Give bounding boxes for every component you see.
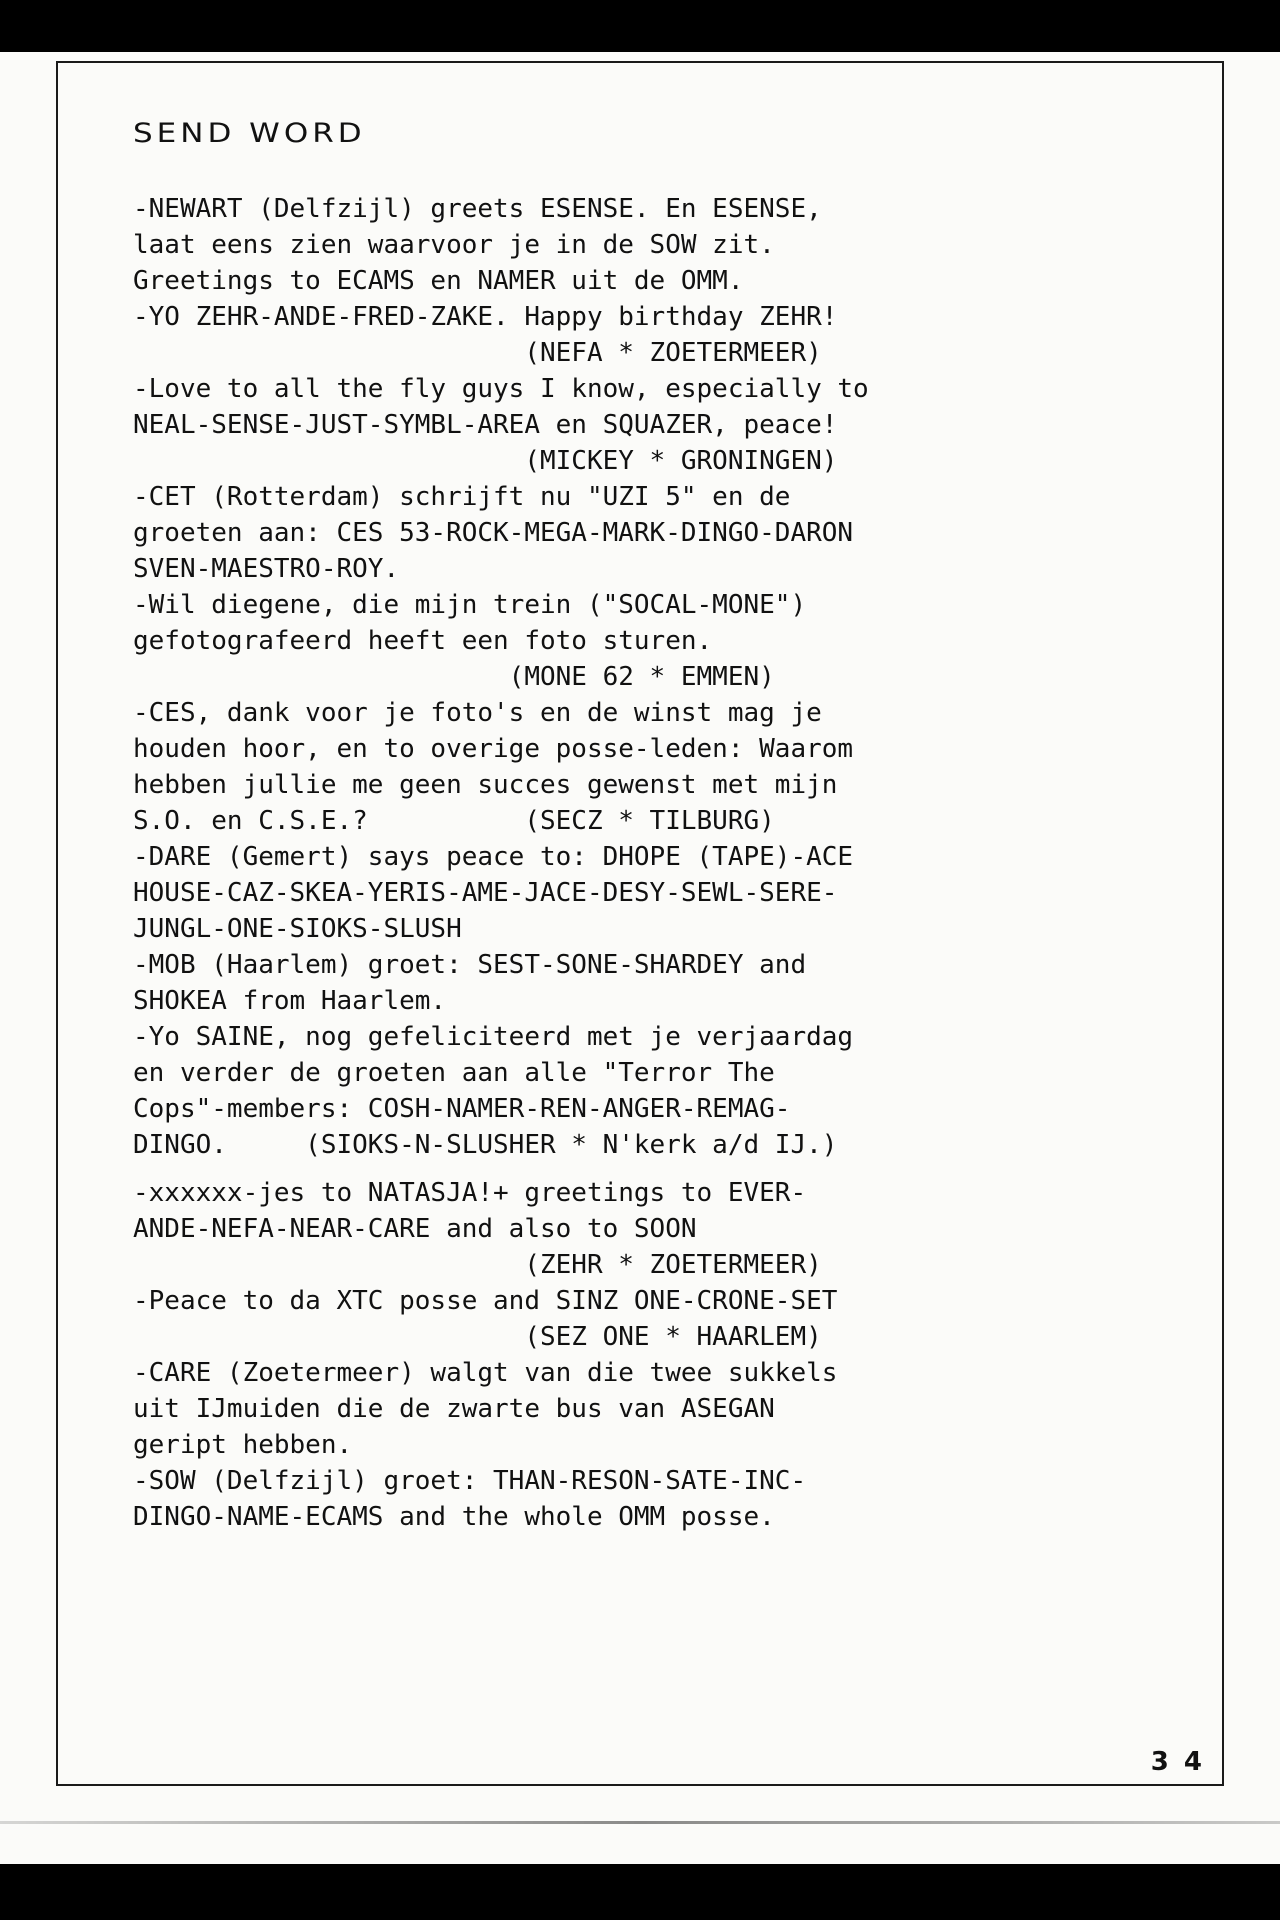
text-line: -Yo SAINE, nog gefeliciteerd met je verjaardag: [133, 1022, 854, 1052]
text-line: S.O. en C.S.E.? (SECZ * TILBURG): [133, 806, 775, 836]
text-line: hebben jullie me geen succes gewenst met mijn: [133, 770, 838, 800]
text-line: DINGO. (SIOKS-N-SLUSHER * N'kerk a/d IJ.): [133, 1130, 838, 1160]
text-line: (NEFA * ZOETERMEER): [133, 338, 822, 368]
text-line: -SOW (Delfzijl) groet: THAN-RESON-SATE-INC-: [133, 1466, 807, 1496]
text-line: laat eens zien waarvoor je in de SOW zit.: [133, 230, 775, 260]
text-line: NEAL-SENSE-JUST-SYMBL-AREA en SQUAZER, peace!: [133, 410, 838, 440]
text-line: (SEZ ONE * HAARLEM): [133, 1322, 822, 1352]
text-line: -NEWART (Delfzijl) greets ESENSE. En ESENSE,: [133, 194, 822, 224]
text-line: gefotografeerd heeft een foto sturen.: [133, 626, 713, 656]
page-border: [56, 61, 1224, 1786]
scanned-page: [0, 52, 1280, 1864]
text-line: JUNGL-ONE-SIOKS-SLUSH: [133, 914, 462, 944]
text-line: -CARE (Zoetermeer) walgt van die twee sukkels: [133, 1358, 838, 1388]
text-line: HOUSE-CAZ-SKEA-YERIS-AME-JACE-DESY-SEWL-SERE-: [133, 878, 838, 908]
text-line: -CES, dank voor je foto's en de winst mag je: [133, 698, 822, 728]
text-line: -YO ZEHR-ANDE-FRED-ZAKE. Happy birthday ZEHR!: [133, 302, 838, 332]
text-line: -Love to all the fly guys I know, especially to: [133, 374, 869, 404]
message-list: [133, 191, 1213, 1535]
bottom-black-bar: [0, 1864, 1280, 1920]
text-line: (MONE 62 * EMMEN): [133, 662, 775, 692]
text-line: groeten aan: CES 53-ROCK-MEGA-MARK-DINGO-DARON: [133, 518, 854, 548]
page-number: 3 4: [1150, 1747, 1205, 1777]
text-line: -Peace to da XTC posse and SINZ ONE-CRONE-SET: [133, 1286, 838, 1316]
text-line: SHOKEA from Haarlem.: [133, 986, 447, 1016]
text-line: (MICKEY * GRONINGEN): [133, 446, 838, 476]
text-line: (ZEHR * ZOETERMEER): [133, 1250, 822, 1280]
text-line: SVEN-MAESTRO-ROY.: [133, 554, 400, 584]
text-line: geript hebben.: [133, 1430, 353, 1460]
text-line: Cops"-members: COSH-NAMER-REN-ANGER-REMAG-: [133, 1094, 791, 1124]
text-line: DINGO-NAME-ECAMS and the whole OMM posse.: [133, 1502, 775, 1532]
top-black-bar: [0, 0, 1280, 52]
text-line: -DARE (Gemert) says peace to: DHOPE (TAPE)-ACE: [133, 842, 854, 872]
text-line: Greetings to ECAMS en NAMER uit de OMM.: [133, 266, 744, 296]
text-line: en verder de groeten aan alle "Terror The: [133, 1058, 775, 1088]
text-line: -MOB (Haarlem) groet: SEST-SONE-SHARDEY and: [133, 950, 807, 980]
text-line: -xxxxxx-jes to NATASJA!+ greetings to EVER-: [133, 1178, 807, 1208]
text-line: -CET (Rotterdam) schrijft nu "UZI 5" en de: [133, 482, 791, 512]
text-line: -Wil diegene, die mijn trein ("SOCAL-MONE"): [133, 590, 807, 620]
text-line: houden hoor, en to overige posse-leden: Waarom: [133, 734, 854, 764]
page-heading: SEND WORD: [133, 118, 366, 149]
text-line: ANDE-NEFA-NEAR-CARE and also to SOON: [133, 1214, 697, 1244]
text-line: uit IJmuiden die de zwarte bus van ASEGAN: [133, 1394, 775, 1424]
